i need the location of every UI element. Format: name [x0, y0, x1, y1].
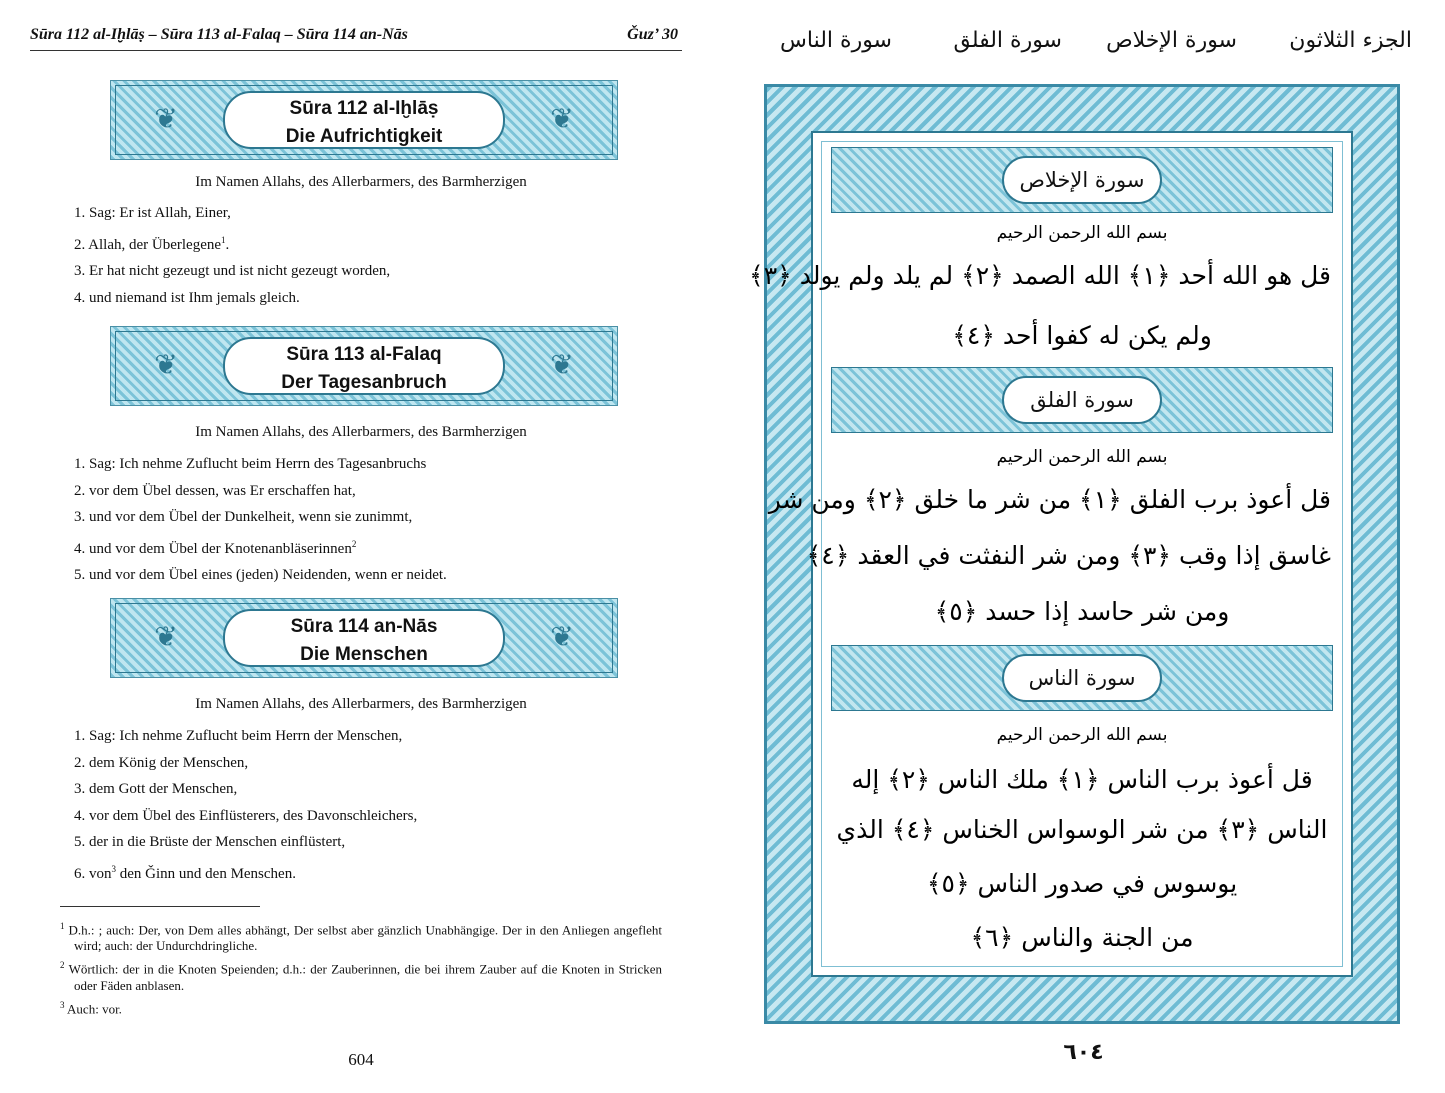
arabic-page-number: ٦٠٤	[1063, 1040, 1104, 1065]
footnote-mark: 3	[111, 863, 116, 874]
footnote-rule	[60, 906, 260, 907]
sura-header-ar: سورة الناس	[780, 28, 892, 53]
arabic-verse-line: قل هو الله أحد ﴿١﴾ الله الصمد ﴿٢﴾ لم يلد ولم يولد ﴿٣﴾	[749, 261, 1331, 290]
sura-112-label	[223, 91, 505, 149]
arabesque-ornament-icon: ❦	[154, 104, 178, 135]
page-number: 604	[348, 1050, 374, 1069]
sura-113-verses	[74, 451, 674, 589]
footnote: $^1$ D.h.: ; auch: Der, von Dem alles abhängt, Der selbst aber gänzlich Unabhängige. Der in den Anliegen angefleht wird; auch: der Undurchdringliche.	[60, 921, 662, 954]
sura-114-basmala: Im Namen Allahs, des Allerbarmers, des Barmherzigen	[195, 696, 527, 712]
mushaf-text-area	[749, 131, 1353, 977]
arabic-sura-title: سورة الفلق	[1002, 376, 1162, 424]
footnote: $^3$ Auch: vor.	[60, 999, 122, 1016]
sura-header-ar: سورة الإخلاص	[1106, 28, 1237, 53]
arabic-sura-title: سورة الإخلاص	[1002, 156, 1162, 204]
arabic-basmala: بسم الله الرحمن الرحيم	[996, 725, 1168, 745]
arabic-sura-title: سورة الناس	[1002, 654, 1162, 702]
sura-112-verses	[74, 200, 674, 311]
sura-114-title: Sūra 114 an-Nās	[290, 616, 438, 637]
header-rule	[30, 50, 682, 51]
verse: 4. und vor dem Übel der Knotenanbläserinnen$^2$	[74, 538, 357, 557]
arabic-verse-line: ولم يكن له كفوا أحد ﴿٤﴾	[952, 321, 1212, 350]
sura-114-label	[223, 609, 505, 667]
arabic-sura-banner	[831, 645, 1333, 711]
sura-header-ar: سورة الفلق	[953, 28, 1062, 53]
right-page	[722, 0, 1445, 1093]
verse: 2. vor dem Übel dessen, was Er erschaffen hat,	[74, 482, 356, 499]
footnote: $^2$ Wörtlich: der in die Knoten Speienden; d.h.: der Zauberinnen, die bei ihrem Zauber auf die Knoten in Stricken oder Fäden anblasen.	[60, 960, 662, 993]
mushaf-frame	[749, 84, 1400, 1024]
arabic-verse-line: قل أعوذ برب الناس ﴿١﴾ ملك الناس ﴿٢﴾ إله	[851, 765, 1313, 794]
arabesque-ornament-icon: ❦	[550, 350, 574, 381]
arabic-verse-line: غاسق إذا وقب ﴿٣﴾ ومن شر النفثت في العقد ﴿٤﴾	[806, 541, 1331, 570]
sura-113-title: Sūra 113 al-Falaq	[286, 344, 442, 365]
verse: 1. Sag: Ich nehme Zuflucht beim Herrn der Menschen,	[74, 728, 403, 744]
verse: 4. und niemand ist Ihm jemals gleich.	[74, 289, 300, 306]
verse: 2. dem König der Menschen,	[74, 754, 249, 771]
arabic-basmala: بسم الله الرحمن الرحيم	[996, 223, 1168, 243]
arabic-verse-line: يوسوس في صدور الناس ﴿٥﴾	[926, 869, 1238, 898]
verse: 2. Allah, der Überlegene$^1$.	[74, 234, 230, 253]
arabic-verse-line: ومن شر حاسد إذا حسد ﴿٥﴾	[934, 597, 1230, 626]
sura-113-basmala: Im Namen Allahs, des Allerbarmers, des Barmherzigen	[195, 424, 527, 440]
arabic-verse-line: من الجنة والناس ﴿٦﴾	[970, 923, 1194, 952]
arabic-running-head	[762, 28, 1412, 68]
sura-112-banner	[110, 80, 618, 160]
verse: 4. vor dem Übel des Einflüsterers, des Davonschleichers,	[74, 807, 418, 824]
arabesque-ornament-icon: ❦	[154, 622, 178, 653]
sura-113-label	[223, 337, 505, 395]
sura-113-banner	[110, 326, 618, 406]
sura-114-banner	[110, 598, 618, 678]
verse: 6. von$^3$ den Ǧinn und den Menschen.	[74, 863, 296, 882]
sura-113-subtitle: Der Tagesanbruch	[281, 372, 447, 393]
footnote-mark: 1	[221, 234, 226, 245]
juz-header-ar: الجزء الثلاثون	[1289, 28, 1412, 53]
verse: 5. der in die Brüste der Menschen einflüstert,	[74, 834, 346, 850]
running-head-title: Sūra 112 al-Iḫlāṣ – Sūra 113 al-Falaq – Sūra 114 an-Nās	[30, 26, 408, 43]
verse: 3. und vor dem Übel der Dunkelheit, wenn sie zunimmt,	[74, 509, 413, 525]
arabesque-ornament-icon: ❦	[550, 104, 574, 135]
verse: 1. Sag: Ich nehme Zuflucht beim Herrn des Tagesanbruchs	[74, 456, 427, 472]
juz-label: Ǧuz’ 30	[627, 26, 678, 43]
verse: 5. und vor dem Übel eines (jeden) Neidenden, wenn er neidet.	[74, 567, 447, 583]
sura-114-subtitle: Die Menschen	[300, 644, 428, 665]
arabesque-ornament-icon: ❦	[550, 622, 574, 653]
arabic-sura-banner	[831, 147, 1333, 213]
arabesque-ornament-icon: ❦	[154, 350, 178, 381]
left-page	[0, 0, 722, 1093]
verse: 3. Er hat nicht gezeugt und ist nicht gezeugt worden,	[74, 263, 391, 279]
arabic-sura-banner	[831, 367, 1333, 433]
arabic-verse-line: الناس ﴿٣﴾ من شر الوسواس الخناس ﴿٤﴾ الذي	[836, 815, 1328, 844]
footnote-mark: 2	[351, 538, 357, 549]
arabic-basmala: بسم الله الرحمن الرحيم	[996, 447, 1168, 467]
footnotes	[60, 918, 662, 1020]
sura-114-verses	[74, 723, 674, 887]
sura-112-basmala: Im Namen Allahs, des Allerbarmers, des Barmherzigen	[195, 174, 527, 190]
arabic-verse-line: قل أعوذ برب الفلق ﴿١﴾ من شر ما خلق ﴿٢﴾ ومن شر	[768, 485, 1331, 514]
verse: 1. Sag: Er ist Allah, Einer,	[74, 205, 231, 221]
sura-112-subtitle: Die Aufrichtigkeit	[285, 126, 443, 147]
sura-112-title: Sūra 112 al-Iḫlāṣ	[289, 98, 439, 119]
running-head	[30, 26, 682, 44]
verse: 3. dem Gott der Menschen,	[74, 781, 238, 797]
